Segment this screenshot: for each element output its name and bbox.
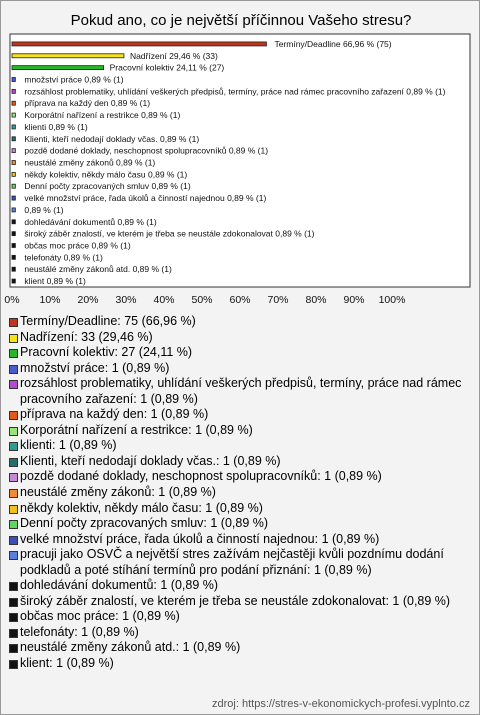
bar-row [12, 158, 155, 168]
x-tick-label: 60% [229, 294, 251, 306]
x-tick-label: 0% [4, 294, 20, 306]
legend-label: příprava na každý den: 1 (0,89 %) [20, 407, 209, 422]
bar-label: Denní počty zpracovaných smluv 0,89 % (1) [24, 181, 191, 192]
bar [12, 208, 15, 212]
x-tick-label: 100% [378, 294, 406, 306]
bar-label: klienti 0,89 % (1) [24, 121, 88, 132]
legend-label: široký záběr znalostí, ve kterém je třeba se neustále zdokonalovat: 1 (0,89 %) [20, 593, 451, 608]
legend-label: rozsáhlost problematiky, uhlídání veškerých předpisů, termíny, práce nad rámec pracovního zařazení: 1 (0,89 %) [20, 376, 462, 406]
bar [12, 244, 15, 248]
legend-label: Korporátní nařízení a restrikce: 1 (0,89 %) [20, 422, 253, 437]
bar-row [12, 146, 268, 156]
legend-item [9, 578, 467, 594]
legend-item [9, 547, 467, 578]
legend-label: občas moc práce: 1 (0,89 %) [20, 609, 180, 624]
legend-swatch [9, 505, 18, 514]
bar-row [12, 98, 150, 108]
bar [12, 149, 15, 153]
legend-item [9, 625, 467, 641]
bar [12, 279, 15, 283]
legend-swatch [9, 613, 18, 622]
bar-label: klient 0,89 % (1) [24, 276, 86, 287]
legend-item [9, 330, 467, 346]
legend-label: neustálé změny zákonů: 1 (0,89 %) [20, 485, 216, 500]
bar-label: dohledávání dokumentů 0,89 % (1) [24, 216, 157, 227]
bar-label: Pracovní kolektiv 24,11 % (27) [109, 62, 225, 73]
bar [12, 255, 15, 259]
legend-item [9, 314, 467, 330]
bar-row [12, 217, 157, 227]
bar-plot [0, 30, 480, 320]
legend-swatch [9, 411, 18, 420]
legend-label: neustálé změny zákonů atd.: 1 (0,89 %) [20, 640, 241, 655]
legend-swatch [9, 489, 18, 498]
legend-swatch [9, 551, 18, 560]
bar-label: někdy kolektiv, někdy málo času 0,89 % (1) [24, 169, 188, 180]
bar [12, 125, 15, 129]
bar-row [12, 181, 191, 191]
legend-item [9, 438, 467, 454]
legend-swatch [9, 334, 18, 343]
bar [12, 42, 266, 46]
legend-label: pozdě dodané doklady, neschopnost spolupracovníků: 1 (0,89 %) [20, 469, 382, 484]
source-note: zdroj: https://stres-v-ekonomickych-profesi.vyplnto.cz [212, 698, 470, 710]
bar-label: rozsáhlost problematiky, uhlídání veškerých předpisů, termíny, práce nad rámec pracovního zařazení 0,89 % (1) [24, 86, 446, 97]
legend-swatch [9, 349, 18, 358]
bar-row [12, 86, 446, 96]
legend-item [9, 423, 467, 439]
legend-label: velké množství práce, řada úkolů a činností najednou: 1 (0,89 %) [20, 531, 380, 546]
x-tick-label: 80% [305, 294, 327, 306]
bar-label: množství práce 0,89 % (1) [24, 74, 124, 85]
chart-title: Pokud ano, co je největší příčinnou Vašeho stresu? [70, 12, 412, 29]
bar-label: 0,89 % (1) [24, 204, 64, 215]
bar-label: Korporátní nařízení a restrikce 0,89 % (1) [24, 110, 181, 121]
legend-item [9, 532, 467, 548]
bar [12, 161, 15, 165]
x-tick-label: 30% [115, 294, 137, 306]
legend-swatch [9, 427, 18, 436]
bar-row [12, 229, 315, 239]
legend-label: Denní počty zpracovaných smluv: 1 (0,89 %) [20, 516, 269, 531]
bar-label: pozdě dodané doklady, neschopnost spolupracovníků 0,89 % (1) [24, 145, 269, 156]
bar-label: velké množství práce, řada úkolů a činností najednou 0,89 % (1) [24, 193, 267, 204]
bar [12, 101, 15, 105]
bar [12, 113, 15, 117]
legend-item [9, 640, 467, 656]
legend-label: množství práce: 1 (0,89 %) [20, 360, 170, 375]
bar [12, 172, 15, 176]
legend-swatch [9, 644, 18, 653]
legend-item [9, 501, 467, 517]
legend-item [9, 345, 467, 361]
legend-swatch [9, 380, 18, 389]
legend-swatch [9, 582, 18, 591]
bar-row [12, 252, 103, 262]
legend-label: Termíny/Deadline: 75 (66,96 %) [20, 314, 196, 328]
bar [12, 54, 124, 58]
legend-label: pracuji jako OSVČ a největší stres zažívám nejčastěji kvůli pozdnímu dodání podkladů a poté stíhání termínů pro podání přiznání: 1 (0,89 %) [20, 547, 444, 577]
legend-item [9, 656, 467, 672]
legend-swatch [9, 520, 18, 529]
legend-item [9, 609, 467, 625]
x-tick-label: 10% [39, 294, 61, 306]
bar [12, 267, 15, 271]
legend-item [9, 594, 467, 610]
bar-label: telefonáty 0,89 % (1) [24, 252, 103, 263]
bar-row [12, 75, 124, 85]
legend-item [9, 454, 467, 470]
bar-label: občas moc práce 0,89 % (1) [24, 240, 131, 251]
bar-row [12, 264, 172, 274]
bar [12, 78, 15, 82]
bar [12, 184, 15, 188]
x-tick-label: 20% [77, 294, 99, 306]
legend [9, 314, 467, 672]
legend-item [9, 469, 467, 485]
x-tick-label: 90% [343, 294, 365, 306]
legend-swatch [9, 365, 18, 374]
legend-item [9, 516, 467, 532]
legend-swatch [9, 442, 18, 451]
bar [12, 137, 15, 141]
legend-item [9, 485, 467, 501]
bar [12, 232, 15, 236]
legend-swatch [9, 473, 18, 482]
bar-label: Klienti, kteří nedodají doklady včas. 0,89 % (1) [24, 133, 200, 144]
bar-label: Nadřízení 29,46 % (33) [129, 50, 218, 61]
bar-label: příprava na každý den 0,89 % (1) [24, 98, 151, 109]
x-tick-label: 70% [267, 294, 289, 306]
bar-label: široký záběr znalostí, ve kterém je třeba se neustále zdokonalovat 0,89 % (1) [24, 228, 315, 239]
legend-label: dohledávání dokumentů: 1 (0,89 %) [20, 578, 219, 593]
legend-label: klient: 1 (0,89 %) [20, 656, 114, 671]
x-tick-label: 50% [191, 294, 213, 306]
x-tick-label: 40% [153, 294, 175, 306]
bar-row [12, 193, 266, 203]
bar-row [12, 110, 180, 120]
legend-label: Pracovní kolektiv: 27 (24,11 %) [20, 345, 193, 360]
legend-swatch [9, 629, 18, 638]
legend-label: telefonáty: 1 (0,89 %) [20, 624, 139, 639]
legend-swatch [9, 458, 18, 467]
legend-swatch [9, 536, 18, 545]
legend-swatch [9, 598, 18, 607]
bar-row [12, 169, 187, 179]
legend-label: Klienti, kteří nedodají doklady včas.: 1 (0,89 %) [20, 453, 281, 468]
legend-label: klienti: 1 (0,89 %) [20, 438, 117, 453]
bar-label: Termíny/Deadline 66,96 % (75) [274, 38, 392, 49]
bar [12, 89, 15, 93]
legend-label: Nadřízení: 33 (29,46 %) [20, 329, 153, 344]
legend-swatch [9, 318, 18, 327]
bar-label: neustálé změny zákonů 0,89 % (1) [24, 157, 156, 168]
bar [12, 220, 15, 224]
bar [12, 66, 104, 70]
bar-row [12, 134, 199, 144]
bar [12, 196, 15, 200]
legend-swatch [9, 660, 18, 669]
legend-item [9, 376, 467, 407]
legend-label: někdy kolektiv, někdy málo času: 1 (0,89 %) [20, 500, 263, 515]
legend-item [9, 361, 467, 377]
legend-item [9, 407, 467, 423]
bar-row [12, 241, 131, 251]
bar-label: neustálé změny zákonů atd. 0,89 % (1) [24, 264, 172, 275]
